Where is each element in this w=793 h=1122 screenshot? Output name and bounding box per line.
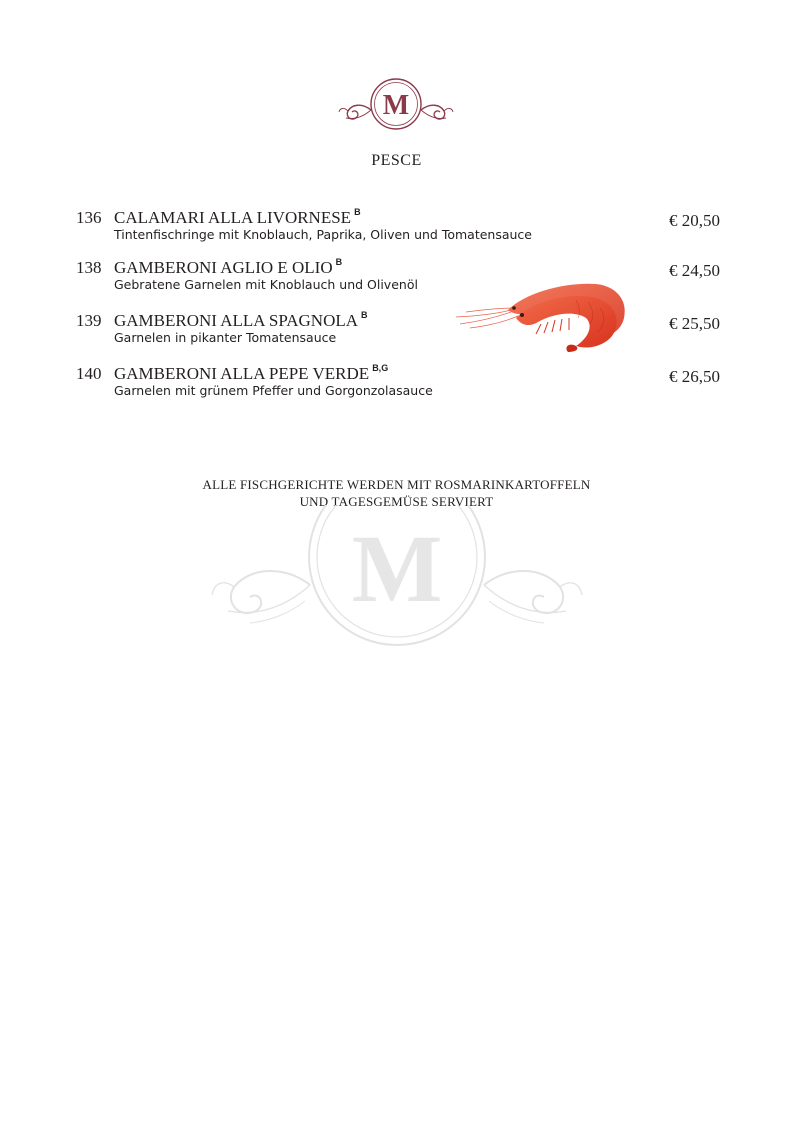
- monogram-watermark: [210, 505, 584, 650]
- item-number: 138: [76, 258, 102, 277]
- item-name: CALAMARI ALLA LIVORNESE $^B$: [114, 207, 361, 227]
- item-number: 136: [76, 208, 102, 227]
- allergen-code: B: [354, 207, 361, 217]
- item-number: 140: [76, 364, 102, 383]
- allergen-code: B: [361, 310, 368, 320]
- svg-text:M: M: [351, 515, 443, 622]
- svg-text:M: M: [382, 90, 410, 121]
- menu-item: [76, 258, 736, 298]
- allergen-code: B,G: [372, 363, 389, 373]
- item-description: Garnelen in pikanter Tomatensauce: [114, 330, 337, 345]
- item-price: € 24,50: [669, 261, 720, 280]
- item-name: GAMBERONI ALLA SPAGNOLA $^B$: [114, 310, 368, 330]
- menu-item: [76, 208, 736, 248]
- item-description: Garnelen mit grünem Pfeffer und Gorgonzolasauce: [114, 383, 433, 398]
- item-price: € 26,50: [669, 367, 720, 386]
- item-description: Gebratene Garnelen mit Knoblauch und Olivenöl: [114, 277, 418, 292]
- item-description: Tintenfischringe mit Knoblauch, Paprika, Oliven und Tomatensauce: [114, 227, 532, 242]
- item-name: GAMBERONI AGLIO E OLIO $^B$: [114, 257, 343, 277]
- item-price: € 25,50: [669, 314, 720, 333]
- item-price: € 20,50: [669, 211, 720, 230]
- monogram-logo: [338, 76, 454, 132]
- item-number: 139: [76, 311, 102, 330]
- menu-item: [76, 364, 736, 404]
- side-dish-note: ALLE FISCHGERICHTE WERDEN MIT ROSMARINKARTOFFELN UND TAGESGEMÜSE SERVIERT: [202, 477, 591, 509]
- allergen-code: B: [335, 257, 343, 267]
- section-title: PESCE: [371, 152, 422, 169]
- menu-item: [76, 311, 736, 351]
- shrimp-image: [456, 270, 636, 352]
- item-name: GAMBERONI ALLA PEPE VERDE $^{B,G}$: [114, 363, 389, 383]
